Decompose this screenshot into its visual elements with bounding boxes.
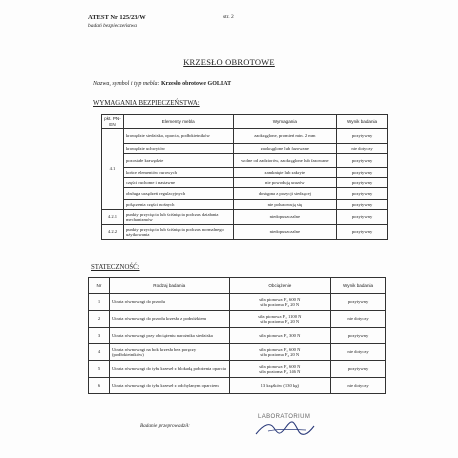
table-row	[102, 168, 388, 178]
result-cell: pozytywny	[337, 200, 388, 210]
col-header-result: Wynik badania	[331, 278, 386, 294]
pkt-cell: 4.2.1	[102, 210, 124, 225]
result-cell: nie dotyczy	[331, 378, 386, 394]
page-number: str. 2	[223, 14, 234, 20]
test-cell: Utrata równowagi do tyłu krzeseł z blokadą położenia oparcia	[109, 361, 229, 378]
result-cell: pozytywny	[331, 361, 386, 378]
table-row	[89, 378, 386, 394]
table-row	[89, 344, 386, 361]
safety-header-row	[102, 115, 388, 129]
nr-cell: 6	[89, 378, 110, 394]
element-cell: obsługa urządzeń regulacyjnych	[123, 188, 233, 200]
requirement-cell: zamknięte lub zakryte	[233, 168, 337, 178]
element-cell: krawędzie siedziska, oparcia, podłokietników	[123, 129, 233, 144]
stability-heading: STATECZNOŚĆ:	[91, 264, 140, 271]
table-row	[89, 328, 386, 344]
element-cell: krawędzie uchwytów	[123, 144, 233, 154]
load-cell	[229, 294, 331, 311]
result-cell: pozytywny	[337, 154, 388, 168]
nr-cell: 3	[89, 328, 110, 344]
table-row	[89, 311, 386, 328]
col-header-requirements: Wymagania	[233, 115, 337, 129]
requirement-cell: nie powodują urazów	[233, 178, 337, 188]
table-row	[102, 210, 388, 225]
table-row	[102, 188, 388, 200]
load-line: siła pionowa F₁ 600 N	[259, 346, 301, 352]
test-cell: Utrata równowagi do przodu	[109, 294, 229, 311]
table-row	[89, 361, 386, 378]
load-line: siła pionowa F₁ 300 N	[259, 332, 301, 338]
result-cell: pozytywny	[337, 129, 388, 144]
col-header-load: Obciążenie	[229, 278, 331, 294]
pkt-cell: 4.1	[102, 129, 124, 210]
requirement-cell: zaokrąglone lub fazowane	[233, 144, 337, 154]
attest-number: ATEST Nr 125/23/W	[88, 14, 146, 21]
col-header-pkt: pkt. PN-EN	[102, 115, 124, 129]
requirement-cell: niedopuszczalne	[233, 225, 337, 240]
test-cell: Utrata równowagi do tyłu krzeseł z odchylanym oparciem	[109, 378, 229, 394]
result-cell: pozytywny	[337, 188, 388, 200]
result-cell: nie dotyczy	[331, 344, 386, 361]
laboratory-stamp: LABORATORIUM	[258, 414, 311, 420]
col-header-result: Wynik badania	[337, 115, 388, 129]
requirement-cell: wolne od zadziorów, zaokrąglone lub fazowane	[233, 154, 337, 168]
nr-cell: 4	[89, 344, 110, 361]
safety-table	[101, 114, 388, 240]
result-cell: pozytywny	[337, 168, 388, 178]
requirement-cell: nie poluzowują się	[233, 200, 337, 210]
col-header-element: Elementy mebla	[123, 115, 233, 129]
load-line: siła pozioma F₂ 20 N	[260, 302, 300, 307]
result-cell: nie dotyczy	[331, 311, 386, 328]
element-cell: punkty przycięcia lub ściśnięcia podczas normalnego użytkowania	[123, 225, 233, 240]
table-row	[102, 144, 388, 154]
table-row	[102, 200, 388, 210]
load-cell	[229, 378, 331, 394]
model-label: Nazwa, symbol i typ mebla:	[93, 81, 160, 87]
load-line: 13 krążków (130 kg)	[260, 382, 300, 388]
result-cell: pozytywny	[337, 225, 388, 240]
element-cell: końce elementów rurowych	[123, 168, 233, 178]
result-cell: pozytywny	[331, 328, 386, 344]
stability-header-row	[89, 278, 386, 294]
load-cell	[229, 344, 331, 361]
test-cell: Utrata równowagi na bok krzesła bez poręczy (podłokietników)	[109, 344, 229, 361]
col-header-test: Rodzaj badania	[109, 278, 229, 294]
test-cell: Utrata równowagi do przodu krzesła z podnóżkiem	[109, 311, 229, 328]
table-row	[102, 154, 388, 168]
result-cell: nie dotyczy	[337, 144, 388, 154]
load-cell	[229, 328, 331, 344]
load-cell	[229, 361, 331, 378]
load-line: siła pionowa F₁ 1100 N	[258, 313, 302, 319]
nr-cell: 1	[89, 294, 110, 311]
signer-label: Badanie przeprowadził:	[140, 423, 190, 429]
nr-cell: 2	[89, 311, 110, 328]
model-line	[93, 81, 231, 87]
result-cell: pozytywny	[337, 210, 388, 225]
table-row	[102, 225, 388, 240]
load-line: siła pozioma F₂ 20 N	[260, 319, 300, 324]
nr-cell: 5	[89, 361, 110, 378]
signature-icon	[250, 418, 320, 440]
result-cell: pozytywny	[337, 178, 388, 188]
load-line: siła pionowa F₁ 600 N	[259, 363, 301, 369]
element-cell: połączenia części nośnych	[123, 200, 233, 210]
load-cell	[229, 311, 331, 328]
safety-heading: WYMAGANIA BEZPIECZEŃSTWA:	[93, 100, 200, 107]
load-line: siła pozioma F₂ 146 N	[259, 369, 301, 374]
col-header-nr: Nr	[89, 278, 110, 294]
pkt-cell: 4.2.2	[102, 225, 124, 240]
element-cell: części ruchome i nastawne	[123, 178, 233, 188]
requirement-cell: dostępna z pozycji siedzącej	[233, 188, 337, 200]
stability-table	[88, 277, 386, 394]
test-cell: Utrata równowagi przy obciążeniu narożnika siedziska	[109, 328, 229, 344]
document-title: KRZESŁO OBROTOWE	[183, 57, 275, 67]
table-row	[102, 178, 388, 188]
requirement-cell: zaokrąglone, promień min. 2 mm	[233, 129, 337, 144]
element-cell: pozostałe krawędzie	[123, 154, 233, 168]
table-row	[89, 294, 386, 311]
model-value: Krzesło obrotowe GOLIAT	[161, 81, 232, 87]
load-line: siła pionowa F₁ 600 N	[259, 296, 301, 302]
result-cell: pozytywny	[331, 294, 386, 311]
table-row	[102, 129, 388, 144]
load-line: siła pozioma F₂ 20 N	[260, 352, 300, 357]
element-cell: punkty przycięcia lub ściśnięcia podczas działania mechanizmów	[123, 210, 233, 225]
attest-subtitle: badań bezpieczeństwa	[88, 23, 138, 29]
requirement-cell: niedopuszczalne	[233, 210, 337, 225]
